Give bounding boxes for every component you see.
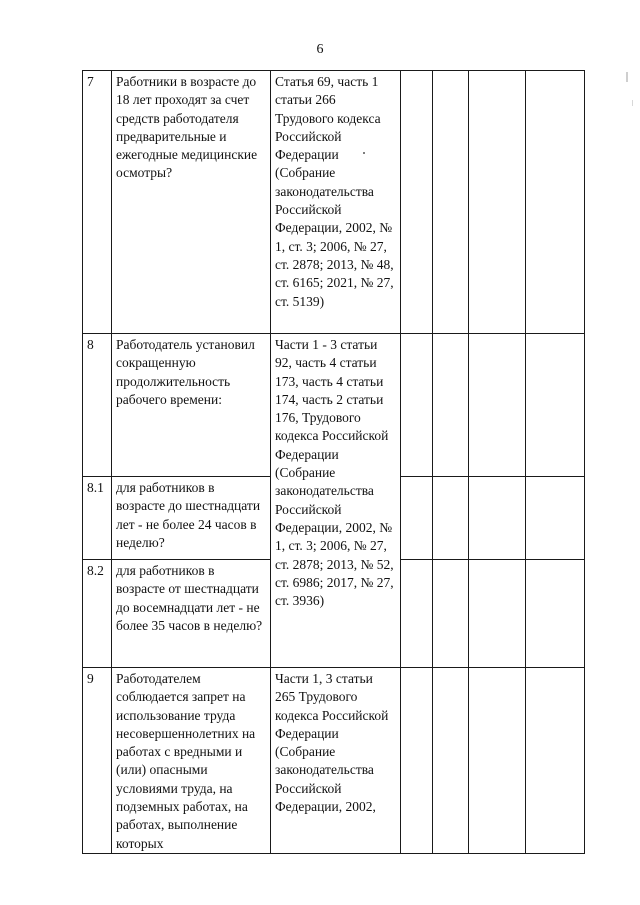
answer-no-cell[interactable] bbox=[433, 668, 469, 854]
table-row bbox=[83, 71, 585, 334]
legal-basis-text: Части 1 - 3 статьи 92, часть 4 статьи 173, часть 4 статьи 174, часть 2 статьи 176, Трудового кодекса Российской Федерации (Собрание законодательства Российской Федерации, 2002, № 1, ст. 3; 2006, № 27, ст. 2878; 2013, № 52, ст. 6986; 2017, № 27, ст. 3936) bbox=[275, 337, 394, 609]
answer-yes-cell[interactable] bbox=[401, 668, 433, 854]
legal-basis-cell: Части 1, 3 статьи 265 Трудового кодекса Российской Федерации (Собрание законодательства Российской Федерации, 2002, bbox=[271, 668, 401, 854]
legal-basis-cell: Статья 69, часть 1 статьи 266 Трудового кодекса Российской Федерации (Собрание законодательства Российской Федерации, 2002, № 1, ст. 3; 2006, № 27, ст. 2878; 2013, № 48, ст. 6165; 2021, № 27, ст. 5139) bbox=[271, 71, 401, 334]
not-applicable-cell[interactable] bbox=[469, 477, 526, 560]
answer-no-cell[interactable] bbox=[433, 477, 469, 560]
row-number: 8.2 bbox=[83, 560, 112, 668]
row-number: 7 bbox=[83, 71, 112, 334]
answer-yes-cell[interactable] bbox=[401, 334, 433, 477]
table-row bbox=[83, 668, 585, 854]
scan-edge-mark bbox=[632, 100, 633, 106]
answer-no-cell[interactable] bbox=[433, 560, 469, 668]
note-cell[interactable] bbox=[526, 477, 585, 560]
not-applicable-cell[interactable] bbox=[469, 668, 526, 854]
question-cell: Работники в возрасте до 18 лет проходят за счет средств работодателя предварительные и ежегодные медицинские осмотры? bbox=[112, 71, 271, 334]
legal-basis-cell bbox=[271, 334, 401, 668]
answer-no-cell[interactable] bbox=[433, 334, 469, 477]
answer-no-cell[interactable] bbox=[433, 71, 469, 334]
not-applicable-cell[interactable] bbox=[469, 334, 526, 477]
question-cell: Работодателем соблюдается запрет на использование труда несовершеннолетних на работах с вредными и (или) опасными условиями труда, на подземных работах, на работах, выполнение которых bbox=[112, 668, 271, 854]
note-cell[interactable] bbox=[526, 334, 585, 477]
table-row bbox=[83, 334, 585, 477]
note-cell[interactable] bbox=[526, 560, 585, 668]
answer-yes-cell[interactable] bbox=[401, 477, 433, 560]
note-cell[interactable] bbox=[526, 668, 585, 854]
answer-yes-cell[interactable] bbox=[401, 71, 433, 334]
page-number: 6 bbox=[316, 42, 324, 57]
question-cell: для работников в возрасте до шестнадцати лет - не более 24 часов в неделю? bbox=[112, 477, 271, 560]
question-cell: Работодатель установил сокращенную продолжительность рабочего времени: bbox=[112, 334, 271, 477]
not-applicable-cell[interactable] bbox=[469, 71, 526, 334]
row-number: 8.1 bbox=[83, 477, 112, 560]
note-cell[interactable] bbox=[526, 71, 585, 334]
scan-edge-mark bbox=[626, 72, 628, 82]
row-number: 8 bbox=[83, 334, 112, 477]
row-number: 9 bbox=[83, 668, 112, 854]
checklist-table bbox=[82, 70, 585, 854]
question-cell: для работников в возрасте от шестнадцати до восемнадцати лет - не более 35 часов в неделю? bbox=[112, 560, 271, 668]
not-applicable-cell[interactable] bbox=[469, 560, 526, 668]
answer-yes-cell[interactable] bbox=[401, 560, 433, 668]
